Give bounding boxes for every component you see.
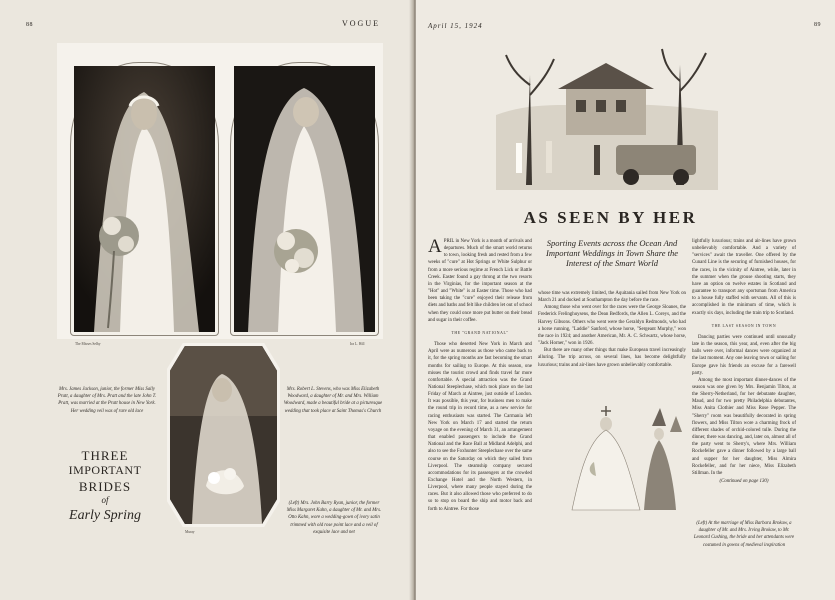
- country-house-illustration: [496, 45, 718, 190]
- subhead-grand-national: THE "GRAND NATIONAL": [451, 330, 509, 335]
- col3-para-3: Among the most important dinner-dances of the season was one given by Mrs. Benjamin Tilton, at the Sherry-Netherland, for her debutante daughter, Maud, and for two pretty Philadelphia debutantes, Miss Anita Clothier and Miss Rose Pepper. The "Sherry" room was beautifully decorated in spring flowers, and Miss Tilton wore a charming frock of different shades of orchid-colored tulle. During the dinner, there was dancing, and, later on, almost all of the party went to Sherry's, where Mrs. William Rockefeller gave a dinner followed by a large ball and supper for her daughter, Miss Almira Rockefeller, and for her niece, Miss Elizabeth Stillman. In the: [692, 377, 796, 476]
- bride-1-illustration: [74, 66, 215, 332]
- col1-para-2: Those who deserted New York in March and April were as numerous as those who came back to it, for the spring months are fast becoming the smart months for sailing to Europe. At this season, one misses the tourist crowd and finds travel far more comfortable. A special attraction was the Grand National Steeplechase, which took place on the last Friday of March at Aintree, just outside of London. It was possible, this year, for business men to make the round trip in record time, as a new service for racing enthusiasts was started. The Carmania left New York on March 17 and started the return voyage on the evening of March 31, an arrangement that enabled passengers to include the Grand National and the Race Ball at Midland Adelphi, and also to see the Foxhunter Steeplechase over the same course on the Saturday on which they sailed from Liverpool. The steamship company secured accommodations for its passengers at the crowded Exchange Hotel and the North Western, in Liverpool, where many people stayed during the races. But it also allowed those who preferred to do so to stop on board the ship and motor back and forth to Aintree. For those: [428, 342, 532, 512]
- house-drawing: [496, 45, 718, 190]
- deck: Sporting Events across the Ocean And Important Weddings in Town Share the Interest of the Smart World: [546, 238, 678, 268]
- title-line-5: Early Spring: [69, 508, 141, 523]
- article-column-3: [692, 238, 796, 485]
- col2-para-3: But there are many other things that make European travel increasingly alluring. The trip across, on several lines, has become delightfully luxurious; trains and air-lines have grown unbelievably comfortable.: [538, 348, 686, 368]
- photo-credit-3: Muray: [185, 530, 195, 534]
- col2-para-2: Among those who went over for the races were the George Sloanes, the Frederick Frelinghuysens, the Dean Bedfords, the Allen L. Coreys, and the Harvey Gibsons. Others who went were the Geraldyn Redmonds, who had a horse running, "Laddie" Sanford, whose horse, "Sergeant Murphy," won the race in 1924; and another American, Mr. A. C. Schwartz, whose horse, "Jack Horner," won in 1926.: [538, 305, 686, 347]
- col3-para-1: lightfully luxurious; trains and air-lines have grown unbelievably comfortable. And a variety of "services" await the traveller. One offered by the Cunard Line is the securing of furnished houses, for the races, in the vicinity of Aintree, while, later in the summer when the grouse shooting starts, they have an option on twelve estates in Scotland and guarantee to transport any sportsman from America to a house fully staffed with servants. All of this is accomplished in the minimum of time, which is exactly six days, including the train trip to Scotland.: [692, 239, 796, 316]
- bride-2-illustration: [234, 66, 375, 332]
- bride-photo-3: [167, 343, 280, 527]
- subhead-last-season: THE LAST SEASON IN TOWN: [711, 323, 777, 328]
- medieval-bride-drawing: [566, 402, 684, 512]
- caption-left: Mrs. James Jackson, junior, the former Miss Sally Pratt, a daughter of Mrs. Pratt and the late John T. Pratt, was married at the Pratt house in New York. Her wedding veil was of rare old lace: [57, 387, 157, 414]
- wedding-caption: (Left) At the marriage of Miss Barbara Brokaw, a daughter of Mr. and Mrs. Irving Brokaw, to Mr. Leonard Cushing, the bride and her attendants were costumed in gowns of medieval inspiration: [693, 521, 795, 548]
- col1-para-1: PRIL in New York is a month of arrivals and departures. Much of the smart world returns to town, looking fresh and rested from a few weeks of "cure" at Hot Springs or White Sulphur or from a more serious regime at French Lick or Battle Creek. Easter found a gay throng at the two resorts in the Virginias, for the important season at the "Hot" and "White" is at Easter time. Those who had been taking the "cure" enjoyed their release from diets and baths and felt like children let out of school when they could once more put butter on their bread and sugar in their coffee.: [428, 239, 532, 323]
- caption-right: Mrs. Robert L. Stevens, who was Miss Elizabeth Woodward, a daughter of Mr. and Mrs. William Woodward, made a beautiful bride at a picturesque wedding that took place at Saint Thomas's Church: [283, 387, 383, 414]
- title-line-3: BRIDES: [78, 479, 132, 494]
- feature-title: [55, 448, 155, 538]
- drop-cap: A: [428, 236, 442, 257]
- header-date: April 15, 1924: [428, 22, 483, 30]
- title-line-2: IMPORTANT: [68, 463, 142, 477]
- photo-credit-1: The Misses Selby: [75, 342, 101, 346]
- bride-3-illustration: [170, 346, 277, 524]
- headline: AS SEEN BY HER: [523, 208, 698, 227]
- title-line-1: THREE: [81, 448, 129, 463]
- caption-bottom: (Left) Mrs. John Barry Ryan, junior, the former Miss Margaret Kahn, a daughter of Mr. and Mrs. Otto Kahn, wore a wedding-gown of ivory satin trimmed with old rose point lace and a veil of exquisite lace and net: [286, 501, 382, 535]
- bride-photo-1: [71, 63, 218, 335]
- photo-credit-2: Ira L. Hill: [350, 342, 365, 346]
- col3-para-2: Dancing parties were continued until unusually late in the season, this year, and, even after the big balls were over, informal dances were organized at the last moment. Any one leaving town or sailing for Europe gave his friends an excuse for a farewell party.: [692, 334, 796, 376]
- continued-note: (Continued on page 130): [719, 479, 769, 484]
- wedding-illustration: [566, 402, 684, 512]
- bride-photo-2: [231, 63, 378, 335]
- left-page-number: 88: [26, 22, 33, 28]
- col2-para-1: whose time was extremely limited, the Aquitania sailed from New York on March 21 and docked at Southampton the day before the race.: [538, 291, 686, 304]
- article-column-1: [428, 238, 532, 513]
- left-page: [0, 0, 413, 600]
- right-page-number: 89: [814, 22, 821, 28]
- header-brand: VOGUE: [342, 19, 380, 28]
- title-line-4: of: [101, 495, 109, 505]
- article-column-2: [538, 290, 686, 369]
